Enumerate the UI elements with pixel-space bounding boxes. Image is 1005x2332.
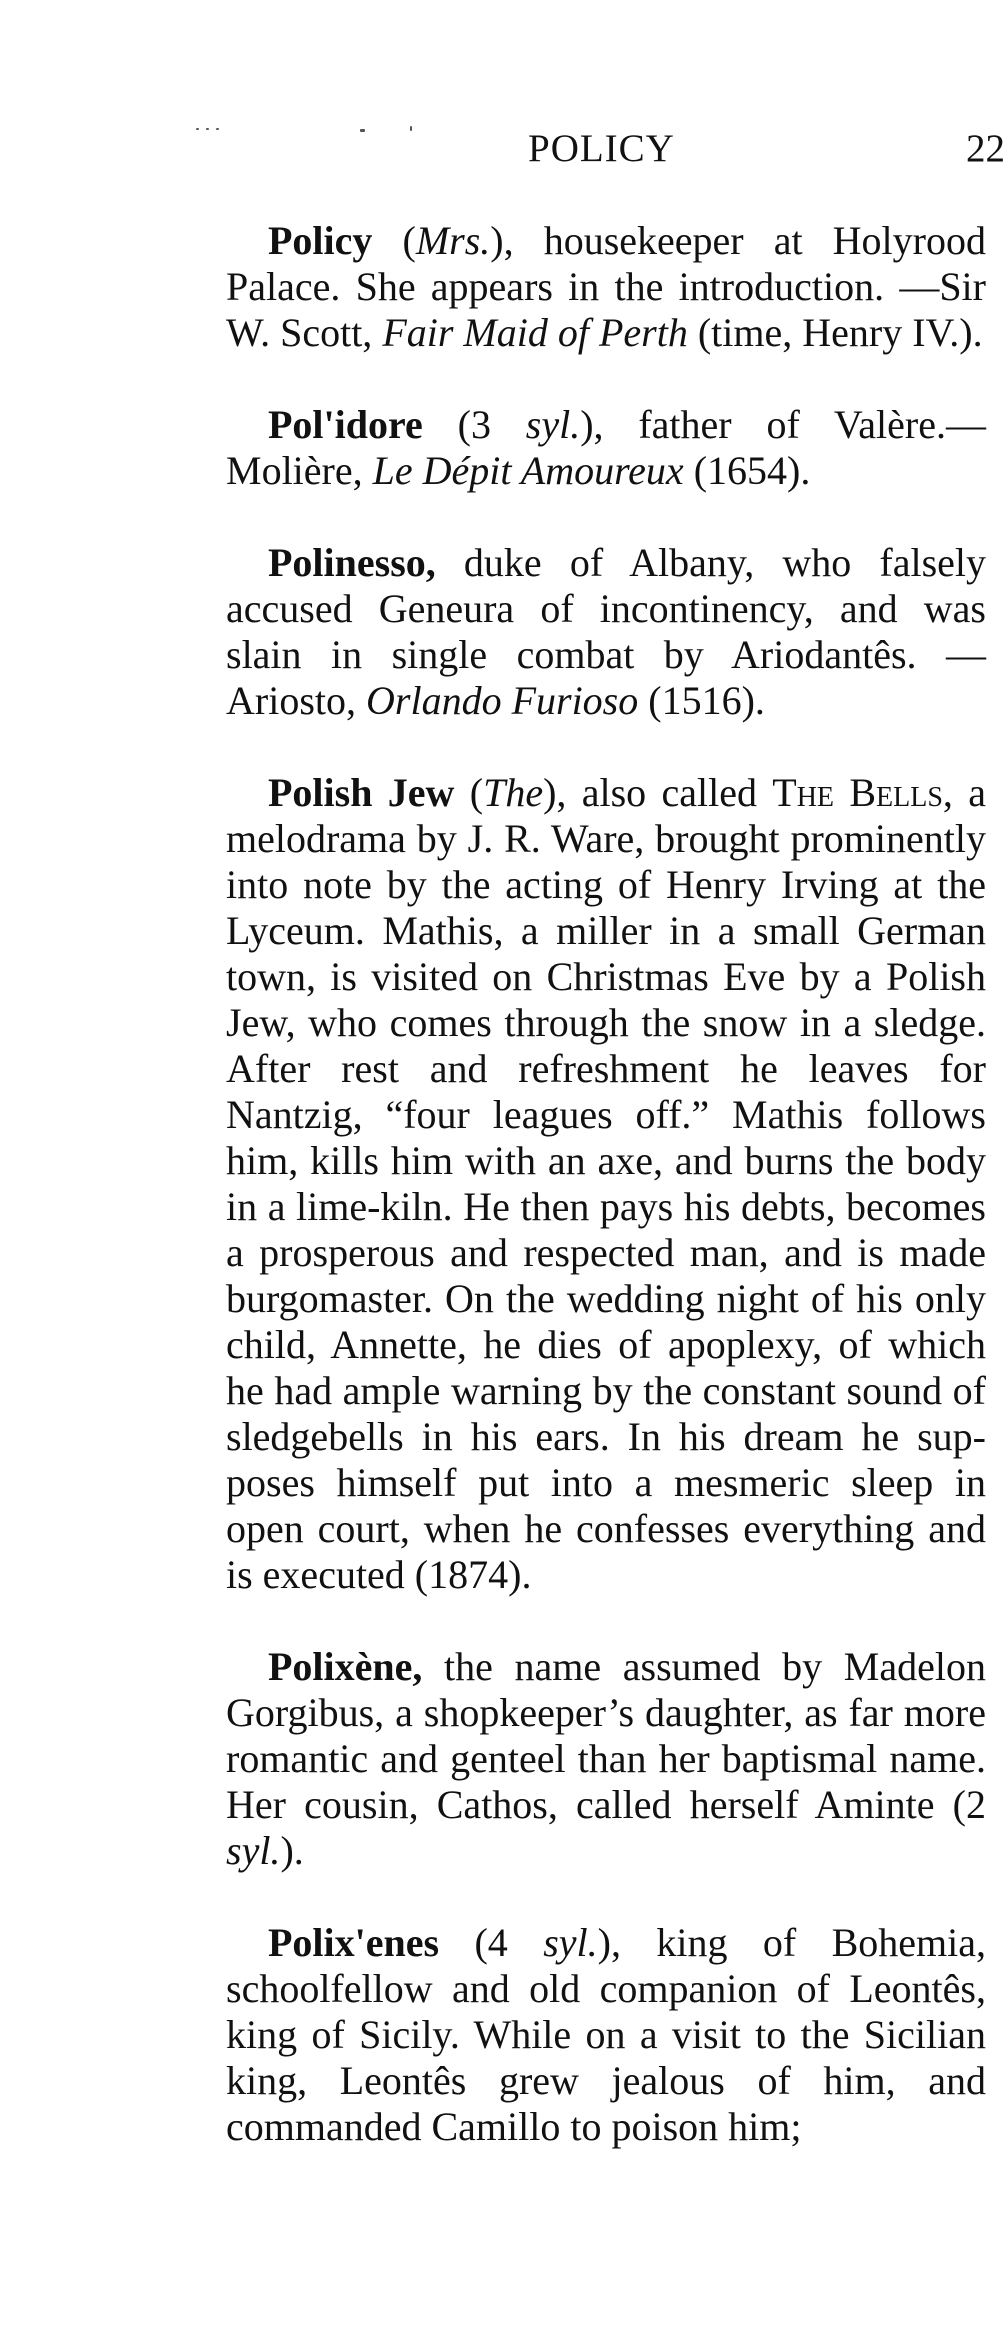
entry-text: (1516). [638, 678, 765, 723]
entry-text: ). [280, 1828, 304, 1873]
entry-headword: Polix'enes [268, 1920, 440, 1965]
italic-text: Orlando Furioso [366, 678, 639, 723]
entry-text: ( [454, 770, 484, 815]
entry-text: ), king of Bohemia, schoolfellow and old companion of Leontês, king of Sicily. While on a visit to the Sicilian king, Leontês grew jealous of him, and commanded Camillo to poison him; [226, 1920, 986, 2149]
dictionary-entry [226, 540, 986, 724]
entry-text: (time, Henry IV.). [687, 310, 983, 355]
entries-column [226, 218, 986, 2196]
entry-headword: Policy [268, 218, 373, 263]
entry-text: (4 [439, 1920, 544, 1965]
entry-headword: Pol'idore [268, 402, 423, 447]
entry-text: (1654). [683, 448, 811, 493]
italic-text: Fair Maid of Perth [382, 310, 688, 355]
italic-text: The [483, 770, 544, 815]
entry-text: (3 [422, 402, 526, 447]
entry-text: ( [372, 218, 416, 263]
page-header-title: POLICY [528, 127, 675, 170]
entry-headword: Polish Jew [268, 770, 455, 815]
entry-headword: Polinesso, [268, 540, 436, 585]
entry-text: duke of Albany, who falsely accused Geneura of incontinency, and was slain in single combat by Ariodantês. —Ariosto, [226, 540, 986, 723]
dictionary-entry [226, 770, 986, 1598]
italic-text: syl. [226, 1828, 281, 1873]
dictionary-entry [226, 218, 986, 356]
page-number: 22 [966, 127, 1005, 170]
entry-text: ), also called [543, 770, 773, 815]
entry-text: , a melodrama by J. R. Ware, brought prominently into note by the acting of Henry Irving at the Lyceum. Mathis, a miller in a small German town, is visited on Christmas Eve by a Polish Jew, who comes through the snow in a sledge. After rest and refreshment he leaves for Nantzig, “four leagues off.” Mathis follows him, kills him with an axe, and burns the body in a lime-kiln. He then pays his debts, becomes a prosperous and respected man, and is made burgomaster. On the wedding night of his only child, Annette, he dies of apoplexy, of which he had ample warning by the constant sound of sledgebells in his ears. In his dream he supposes himself put into a mesmeric sleep in open court, when he confesses everything and is executed (1874). [226, 770, 986, 1597]
small-caps-text: The Bells [772, 770, 943, 815]
running-head [0, 126, 1005, 176]
italic-text: Le Dépit Amoureux [372, 448, 684, 493]
entry-text: ), housekeeper at Holyrood Palace. She appears in the introduction. —Sir W. Scott, [226, 218, 986, 355]
entry-text: ), father of Valère.— Molière, [226, 402, 987, 493]
entry-headword: Polixène, [268, 1644, 423, 1689]
italic-text: Mrs. [415, 218, 491, 263]
dictionary-entry [226, 1644, 986, 1874]
italic-text: syl. [543, 1920, 598, 1965]
italic-text: syl. [525, 402, 581, 447]
entry-text: the name assumed by Madelon Gorgibus, a shopkeeper’s daughter, as far more romantic and genteel than her baptismal name. Her cousin, Cathos, called herself Aminte (2 [226, 1644, 986, 1827]
dictionary-entry [226, 1920, 986, 2150]
dictionary-entry [226, 402, 986, 494]
